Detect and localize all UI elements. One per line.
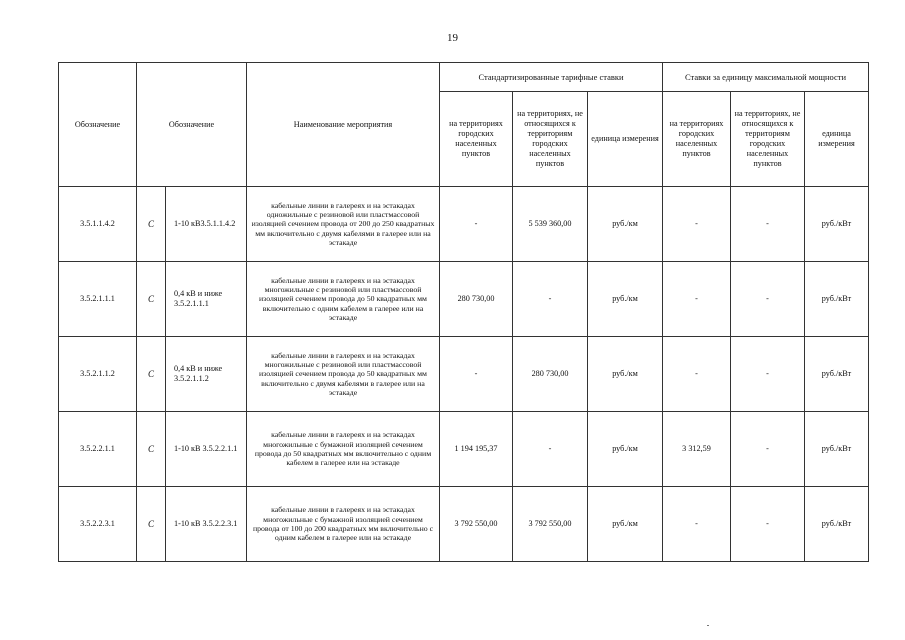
header-std-non-urban: на территориях, не относящихся к территориям городских населенных пунктов: [513, 92, 588, 187]
header-pow-unit: единица измерения: [805, 92, 869, 187]
row-description: кабельные линии в галереях и на эстакадах многожильные с бумажной изоляцией сечением провода от 100 до 200 квадратных мм включительно с одним кабелем в галерее или на эстакаде: [247, 487, 440, 562]
header-std-unit: единица измерения: [588, 92, 663, 187]
row-voltage: 0,4 кВ и ниже 3.5.2.1.1.2: [166, 337, 247, 412]
row-description: кабельные линии в галереях и на эстакадах многожильные с резиновой или пластмассовой изоляцией сечением провода до 50 квадратных мм включительно с двумя кабелями в галерее или на эстакаде: [247, 337, 440, 412]
row-pow-unit: руб./кВт: [805, 487, 869, 562]
header-name: Наименование мероприятия: [247, 63, 440, 187]
row-pow-urban: -: [663, 337, 731, 412]
row-std-non-urban: -: [513, 412, 588, 487]
row-std-unit: руб./км: [588, 187, 663, 262]
row-description: кабельные линии в галереях и на эстакадах одножильные с резиновой или пластмассовой изоляцией сечением провода от 200 до 250 квадратных мм включительно с двумя кабелями в галерее или на эстакаде: [247, 187, 440, 262]
row-code: 3.5.2.1.1.1: [59, 262, 137, 337]
row-letter: С: [137, 187, 166, 262]
row-std-urban: -: [440, 337, 513, 412]
row-code: 3.5.1.1.4.2: [59, 187, 137, 262]
row-std-urban: 1 194 195,37: [440, 412, 513, 487]
tariff-table: [58, 62, 869, 562]
row-std-urban: 3 792 550,00: [440, 487, 513, 562]
row-std-urban: -: [440, 187, 513, 262]
header-designation: Обозначение: [137, 63, 247, 187]
row-std-urban: 280 730,00: [440, 262, 513, 337]
row-pow-urban: -: [663, 262, 731, 337]
row-pow-urban: -: [663, 487, 731, 562]
row-letter: С: [137, 487, 166, 562]
row-pow-unit: руб./кВт: [805, 187, 869, 262]
row-pow-unit: руб./кВт: [805, 262, 869, 337]
row-letter: С: [137, 412, 166, 487]
header-group-standard: Стандартизированные тарифные ставки: [440, 63, 663, 92]
header-std-urban: на территориях городских населенных пунктов: [440, 92, 513, 187]
header-pow-urban: на территориях городских населенных пунктов: [663, 92, 731, 187]
row-pow-urban: -: [663, 187, 731, 262]
row-std-non-urban: -: [513, 262, 588, 337]
row-std-unit: руб./км: [588, 412, 663, 487]
row-code: 3.5.2.2.1.1: [59, 412, 137, 487]
row-description: кабельные линии в галереях и на эстакадах многожильные с резиновой или пластмассовой изоляцией сечением провода до 50 квадратных мм включительно с одним кабелем в галерее или на эстакаде: [247, 262, 440, 337]
row-code: 3.5.2.2.3.1: [59, 487, 137, 562]
row-std-unit: руб./км: [588, 487, 663, 562]
row-pow-unit: руб./кВт: [805, 337, 869, 412]
row-pow-urban: 3 312,59: [663, 412, 731, 487]
row-letter: С: [137, 337, 166, 412]
row-voltage: 0,4 кВ и ниже 3.5.2.1.1.1: [166, 262, 247, 337]
table-row: [59, 187, 869, 262]
row-description: кабельные линии в галереях и на эстакадах многожильные с бумажной изоляцией сечением провода до 50 квадратных мм включительно с одним кабелем в галерее или на эстакаде: [247, 412, 440, 487]
row-pow-non-urban: -: [731, 412, 805, 487]
row-pow-non-urban: -: [731, 262, 805, 337]
header-pow-non-urban: на территориях, не относящихся к территориям городских населенных пунктов: [731, 92, 805, 187]
row-voltage: 1-10 кВ 3.5.2.2.1.1: [166, 412, 247, 487]
table-row: [59, 337, 869, 412]
row-pow-unit: руб./кВт: [805, 412, 869, 487]
table-row: [59, 262, 869, 337]
header-group-power: Ставки за единицу максимальной мощности: [663, 63, 869, 92]
row-voltage: 1-10 кВ3.5.1.1.4.2: [166, 187, 247, 262]
row-std-non-urban: 3 792 550,00: [513, 487, 588, 562]
row-code: 3.5.2.1.1.2: [59, 337, 137, 412]
row-std-unit: руб./км: [588, 337, 663, 412]
row-std-non-urban: 5 539 360,00: [513, 187, 588, 262]
scan-speck: [707, 625, 709, 626]
row-voltage: 1-10 кВ 3.5.2.2.3.1: [166, 487, 247, 562]
table-row: [59, 412, 869, 487]
row-std-non-urban: 280 730,00: [513, 337, 588, 412]
row-pow-non-urban: -: [731, 337, 805, 412]
row-pow-non-urban: -: [731, 187, 805, 262]
header-code: Обозначение: [59, 63, 137, 187]
row-std-unit: руб./км: [588, 262, 663, 337]
table-row: [59, 487, 869, 562]
row-pow-non-urban: -: [731, 487, 805, 562]
row-letter: С: [137, 262, 166, 337]
page-number: 19: [447, 32, 458, 44]
